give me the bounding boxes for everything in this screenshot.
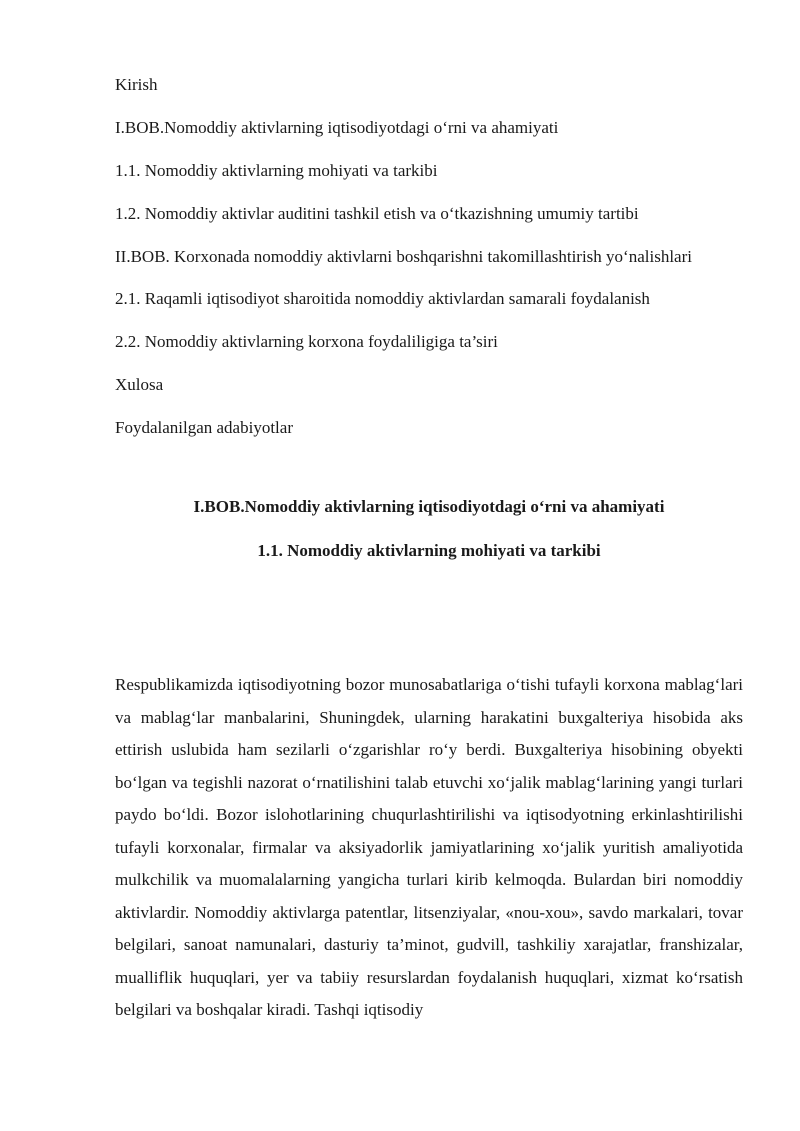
toc-item-chapter-2: II.BOB. Korxonada nomoddiy aktivlarni boshqarishni takomillashtirish yo‘nalishlari: [115, 247, 692, 266]
chapter-heading: I.BOB.Nomoddiy aktivlarning iqtisodiyotdagi o‘rni va ahamiyati: [193, 497, 665, 516]
body-paragraph: Respublikamizda iqtisodiyotning bozor munosabatlariga o‘tishi tufayli korxona mablag‘lari va mablag‘lar manbalarini, Shuningdek, ularning harakatini buxgalteriya hisobida aks ettirish uslubida ham sezilarli o‘zgarishlar ro‘y berdi. Buxgalteriya hisobining obyekti bo‘lgan va tegishli nazorat o‘rnatilishini talab etuvchi xo‘jalik mablag‘larining yangi turlari paydo bo‘ldi. Bozor islohotlarining chuqurlashtirilishi va iqtisodyotning erkinlashtirilishi tufayli korxonalar, firmalar va aksiyadorlik jamiyatlarining xo‘jalik yuritish amaliyotida mulkchilik va muomalalarning yangicha turlari kirib kelmoqda. Bulardan biri nomoddiy aktivlardir. Nomoddiy aktivlarga patentlar, litsenziyalar, «nou-xou», savdo markalari, tovar belgilari, sanoat namunalari, dasturiy ta’minot, gudvill, tashkiliy xarajatlar, franshizalar, mualliflik huquqlari, yer va tabiiy resurslardan foydalanish huquqlari, xizmat ko‘rsatish belgilari va boshqalar kiradi. Tashqi iqtisodiy: [115, 675, 743, 1019]
toc-item-references: Foydalanilgan adabiyotlar: [115, 418, 293, 437]
section-heading: 1.1. Nomoddiy aktivlarning mohiyati va tarkibi: [257, 541, 601, 560]
toc-item-conclusion: Xulosa: [115, 375, 164, 394]
toc-item-section-1-1: 1.1. Nomoddiy aktivlarning mohiyati va tarkibi: [115, 161, 438, 180]
toc-item-section-2-1: 2.1. Raqamli iqtisodiyot sharoitida nomoddiy aktivlardan samarali foydalanish: [115, 289, 650, 308]
toc-item-introduction: Kirish: [115, 75, 158, 94]
table-of-contents: [115, 74, 743, 460]
toc-item-chapter-1: I.BOB.Nomoddiy aktivlarning iqtisodiyotdagi o‘rni va ahamiyati: [115, 118, 559, 137]
toc-item-section-1-2: 1.2. Nomoddiy aktivlar auditini tashkil etish va o‘tkazishning umumiy tartibi: [115, 204, 639, 223]
toc-item-section-2-2: 2.2. Nomoddiy aktivlarning korxona foydaliligiga ta’siri: [115, 332, 498, 351]
